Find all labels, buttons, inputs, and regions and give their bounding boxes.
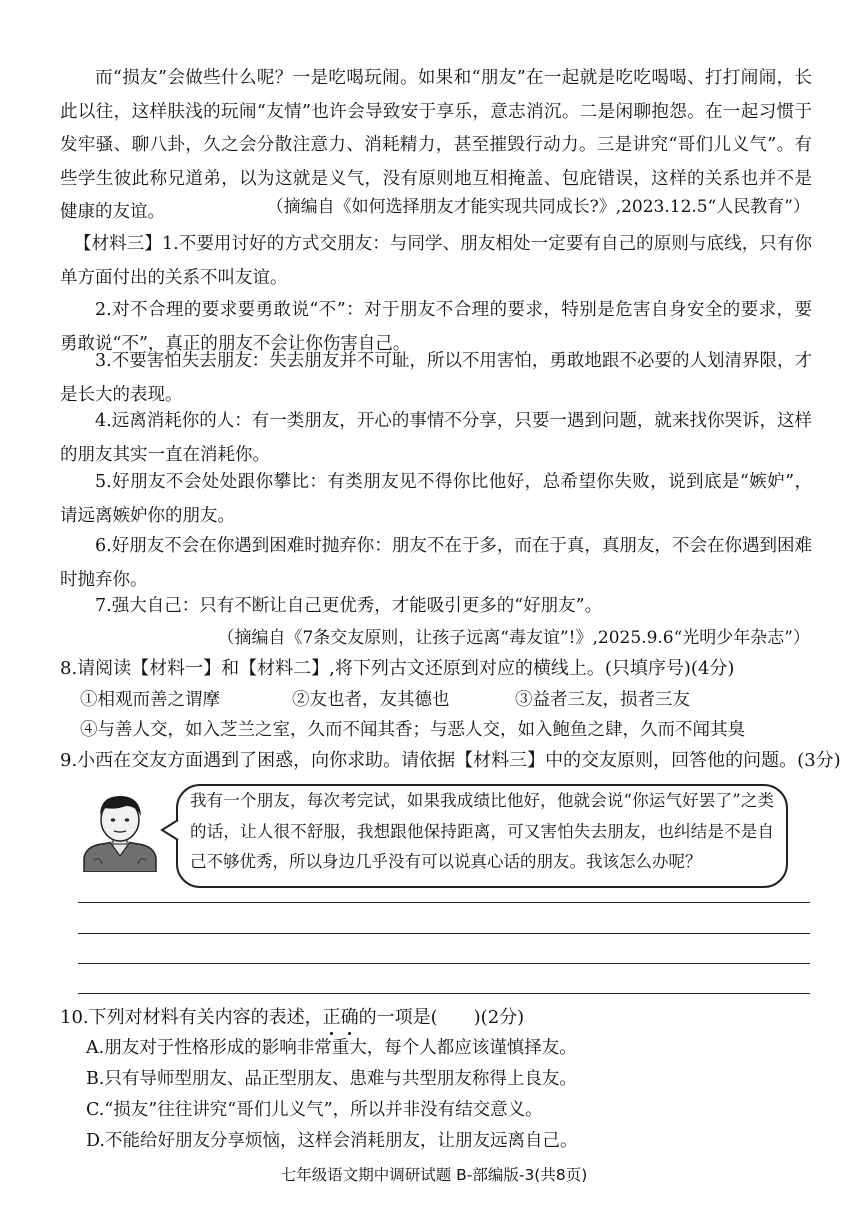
question-9-stem: 9.小西在交友方面遇到了困惑，向你求助。请依据【材料三】中的交友原则，回答他的问题。(3分) [60,750,841,771]
material3-item-5: 5.好朋友不会处处跟你攀比：有类朋友见不得你比他好，总希望你失败，说到底是“嫉妒”，请远离嫉妒你的朋友。 [60,472,812,526]
material3-source: （摘编自《7条交友原则，让孩子远离“毒友谊”!》,2025.9.6“光明少年杂志”） [217,628,810,648]
answer-line-4[interactable] [78,993,810,994]
boy-avatar-icon [70,790,170,872]
question-8-stem: 8.请阅读【材料一】和【材料二】,将下列古文还原到对应的横线上。(只填序号)(4分) [60,658,735,679]
material2-source: （摘编自《如何选择朋友才能实现共同成长?》,2023.12.5“人民教育”） [266,197,810,217]
material3-item-3: 3.不要害怕失去朋友：失去朋友并不可耻，所以不用害怕，勇敢地跟不必要的人划清界限，才是长大的表现。 [60,351,812,405]
question-8-option-2: ②友也者，友其德也 [292,690,450,710]
question-10-option-b: B.只有导师型朋友、品正型朋友、患难与共型朋友称得上良友。 [86,1069,577,1089]
question-10-option-c: C.“损友”往往讲究“哥们儿义气”，所以并非没有结交意义。 [86,1100,543,1120]
page-footer: 七年级语文期中调研试题 B-部编版-3(共8页) [280,1166,588,1184]
question-10-stem-part-a: 10.下列对材料有关内容的表述， [60,1007,323,1028]
question-10-emphasis-1: 正 [322,1007,341,1028]
question-8-option-1: ①相观而善之谓摩 [80,690,220,710]
speech-bubble-text: 我有一个朋友，每次考完试，如果我成绩比他好，他就会说“你运气好罢了”之类的话，让人很不舒服，我想跟他保持距离，可又害怕失去朋友，也纠结是不是自己不够优秀，所以身边几乎没有可以说真心话的朋友。我该怎么办呢？ [190,791,774,871]
material3-item-1: 【材料三】1.不要用讨好的方式交朋友：与同学、朋友相处一定要有自己的原则与底线，只有你单方面付出的关系不叫友谊。 [60,234,812,288]
boy-illustration [70,790,170,872]
question-10-option-a: A.朋友对于性格形成的影响非常重大，每个人都应该谨慎择友。 [86,1038,577,1058]
question-10-emphasis-2: 确 [340,1007,359,1028]
answer-line-2[interactable] [78,933,810,934]
material3-item-2: 2.对不合理的要求要勇敢说“不”：对于朋友不合理的要求，特别是危害自身安全的要求，要勇敢说“不”，真正的朋友不会让你伤害自己。 [60,300,812,354]
material2-tail-paragraph: 而“损友”会做些什么呢？一是吃喝玩闹。如果和“朋友”在一起就是吃吃喝喝、打打闹闹，长此以往，这样肤浅的玩闹“友情”也许会导致安于享乐，意志消沉。二是闲聊抱怨。在一起习惯于发牢骚、聊八卦，久之会分散注意力、消耗精力，甚至摧毁行动力。三是讲究“哥们儿义气”。有些学生彼此称兄道弟，以为这就是义气，没有原则地互相掩盖、包庇错误，这样的关系也并不是健康的友谊。 [60,68,812,222]
material3-item-4: 4.远离消耗你的人：有一类朋友，开心的事情不分享，只要一遇到问题，就来找你哭诉，这样的朋友其实一直在消耗你。 [60,411,812,465]
answer-line-3[interactable] [78,963,810,964]
speech-bubble-tail [160,818,180,842]
material3-item-6: 6.好朋友不会在你遇到困难时抛弃你：朋友不在于多，而在于真，真朋友，不会在你遇到困难时抛弃你。 [60,536,812,590]
question-8-option-4: ④与善人交，如入芝兰之室，久而不闻其香；与恶人交，如入鲍鱼之肆，久而不闻其臭 [80,720,745,740]
question-10-stem-part-b: 的一项是( )(2分) [358,1007,525,1028]
material3-item-7: 7.强大自己：只有不断让自己更优秀，才能吸引更多的“好朋友”。 [95,596,603,616]
answer-line-1[interactable] [78,902,810,903]
question-10-stem [60,1003,524,1033]
question-10-option-d: D.不能给好朋友分享烦恼，这样会消耗朋友，让朋友远离自己。 [86,1131,578,1151]
question-8-option-3: ③益者三友，损者三友 [515,690,690,710]
